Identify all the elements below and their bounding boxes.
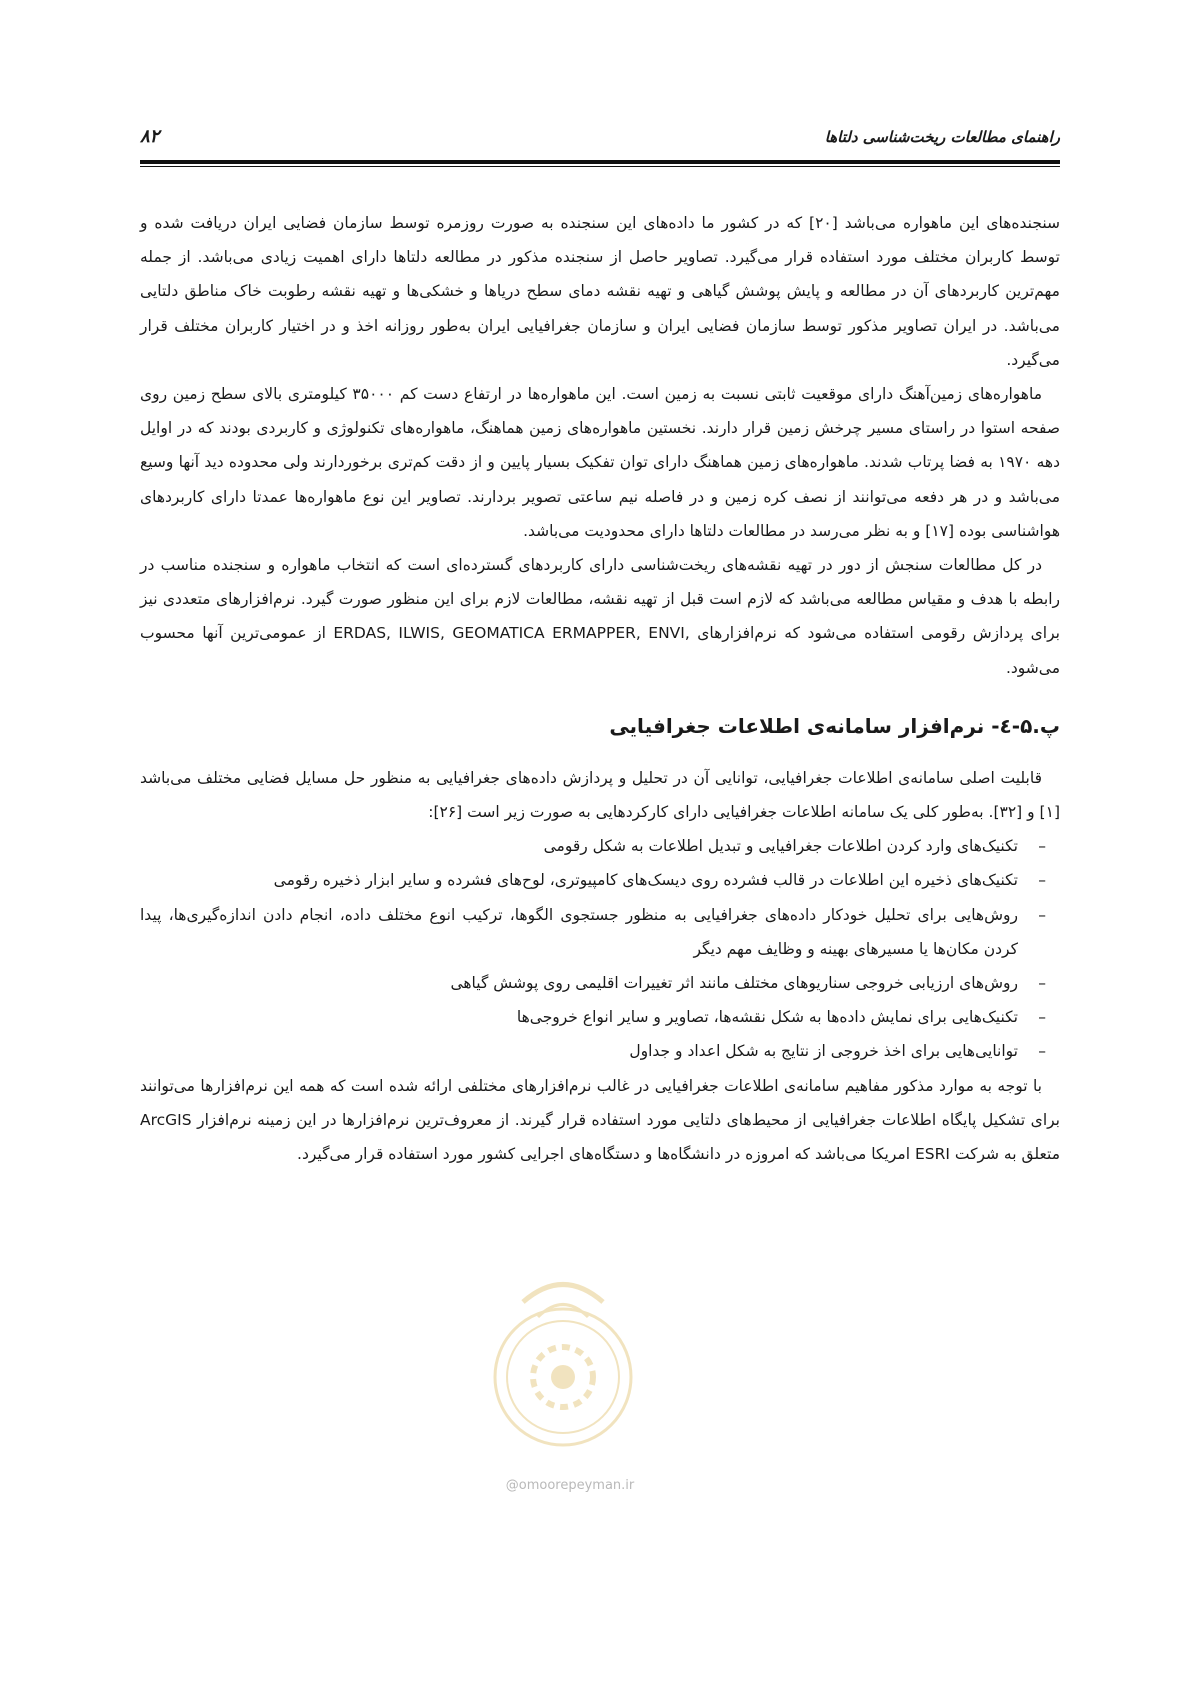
bullet-dash: – — [1038, 905, 1046, 924]
bullet-dash: – — [1038, 974, 1046, 993]
running-title: راهنمای مطالعات ریخت‌شناسی دلتاها — [824, 128, 1060, 146]
bullet-dash: – — [1038, 1042, 1046, 1061]
paragraph: ماهواره‌های زمین‌آهنگ دارای موقعیت ثابتی نسبت به زمین است. این ماهواره‌ها در ارتفاع دست کم ۳۵۰۰۰ کیلومتری بالای سطح زمین روی صفحه استوا در راستای مسیر چرخش زمین قرار دارند. نخستین ماهواره‌های زمین هماهنگ، ماهواره‌های تکنولوژی و کاربردی بودند که در اوایل دهه ۱۹۷۰ به فضا پرتاب شدند. ماهواره‌های زمین هماهنگ دارای توان تفکیک بسیار پایین و از دقت کم‌تری برخوردارند ولی محدوده دید آنها وسیع می‌باشد و در هر دفعه می‌توانند از نصف کره زمین و در فاصله نیم ساعتی تصویر بردارند. تصاویر این نوع ماهواره‌ها عمدتا دارای کاربردهای هواشناسی بوده [۱۷] و به نظر می‌رسد در مطالعات دلتاها دارای محدودیت می‌باشد. — [140, 385, 1060, 540]
bullet-dash: – — [1038, 837, 1046, 856]
page-number: ۸۲ — [140, 126, 160, 147]
paragraph-text: در کل مطالعات سنجش از دور در تهیه نقشه‌های ریخت‌شناسی دارای کاربردهای گسترده‌ای است که انتخاب ماهواره و سنجنده مناسب در رابطه با هدف و مقیاس مطالعه می‌باشد که لازم است قبل از تهیه نقشه، مطالعات لازم برای این منظور صورت گیرد. نرم‌افزارهای متعددی نیز برای پردازش رقومی استفاده می‌شود که نرم‌افزارهای — [140, 556, 1060, 643]
list-item — [140, 829, 1060, 863]
paragraph-software — [140, 548, 1060, 685]
paragraph: با توجه به موارد مذکور مفاهیم سامانه‌ی اطلاعات جغرافیایی در غالب نرم‌افزارهای مختلفی ارائه شده است که همه این نرم‌افزارها می‌توانند برای تشکیل پایگاه اطلاعات جغرافیایی از محیط‌های دلتایی مورد استفاده قرار گیرند. از معروف‌ترین نرم‌افزارها در این زمینه نرم‌افزار ArcGIS متعلق به شرکت ESRI امریکا می‌باشد که امروزه در دانشگاه‌ها و دستگاه‌های اجرایی کشور مورد استفاده قرار می‌گیرد. — [140, 1076, 1060, 1164]
bullet-list — [140, 829, 1060, 1068]
list-item-text: تکنیک‌های وارد کردن اطلاعات جغرافیایی و تبدیل اطلاعات به شکل رقومی — [543, 837, 1018, 856]
bullet-dash: – — [1038, 871, 1046, 890]
list-item — [140, 1000, 1060, 1034]
list-item-text: روش‌های ارزیابی خروجی سناریوهای مختلف مانند اثر تغییرات اقلیمی روی پوشش گیاهی — [450, 974, 1018, 993]
list-item — [140, 966, 1060, 1000]
section-heading: پ.۵-٤- نرم‌افزار سامانه‌ی اطلاعات جغرافیایی — [609, 713, 1060, 738]
paragraph: سنجنده‌های این ماهواره می‌باشد [۲۰] که در کشور ما داده‌های این سنجنده به صورت روزمره توسط سازمان فضایی ایران دریافت شده و توسط کاربران مختلف مورد استفاده قرار می‌گیرد. تصاویر حاصل از سنجنده مذکور در مطالعه دلتاها دارای اهمیت زیادی می‌باشد. از جمله مهم‌ترین کاربردهای آن در مطالعه و پایش پوشش گیاهی و تهیه نقشه دمای سطح دریاها و خشکی‌ها و تهیه نقشه رطوبت خاک مناطق دلتایی می‌باشد. در ایران تصاویر مذکور توسط سازمان فضایی ایران و سازمان جغرافیایی ایران به‌طور روزانه اخذ و در اختیار کاربران مختلف قرار می‌گیرد. — [140, 214, 1060, 369]
list-item — [140, 898, 1060, 966]
header-rule-thick — [140, 160, 1060, 164]
list-item — [140, 1034, 1060, 1068]
header-rule-thin — [140, 166, 1060, 167]
list-item-text: روش‌هایی برای تحلیل خودکار داده‌های جغرافیایی به منظور جستجوی الگوها، ترکیب انوع مختلف داده، انجام دادن اندازه‌گیری‌ها، پیدا کردن مکان‌ها یا مسیرهای بهینه و وظایف مهم دیگر — [140, 905, 1018, 958]
list-item-text: توانایی‌هایی برای اخذ خروجی از نتایج به شکل اعداد و جداول — [629, 1042, 1018, 1061]
watermark-site-text: @omoorepeyman.ir — [505, 1478, 635, 1493]
paragraph-text: از عمومی‌ترین آنها محسوب می‌شود. — [140, 624, 1060, 677]
paragraph: قابلیت اصلی سامانه‌ی اطلاعات جغرافیایی، توانایی آن در تحلیل و پردازش داده‌های جغرافیایی به منظور حل مسایل فضایی مختلف می‌باشد [۱] و [۳۲]. به‌طور کلی یک سامانه اطلاعات جغرافیایی دارای کارکردهایی به صورت زیر است [۲۶]: — [140, 768, 1060, 822]
page-header — [140, 126, 1060, 154]
list-item-text: تکنیک‌های ذخیره این اطلاعات در قالب فشرده روی دیسک‌های کامپیوتری، لوح‌های فشرده و سایر ابزار ذخیره رقومی — [273, 871, 1018, 890]
software-names: ERDAS, ILWIS, GEOMATICA ERMAPPER, ENVI, — [333, 624, 690, 643]
body-text — [140, 206, 1060, 1171]
watermark-seal-icon — [488, 1262, 638, 1462]
list-item — [140, 863, 1060, 897]
list-item-text: تکنیک‌هایی برای نمایش داده‌ها به شکل نقشه‌ها، تصاویر و سایر انواع خروجی‌ها — [516, 1008, 1018, 1027]
bullet-dash: – — [1038, 1008, 1046, 1027]
